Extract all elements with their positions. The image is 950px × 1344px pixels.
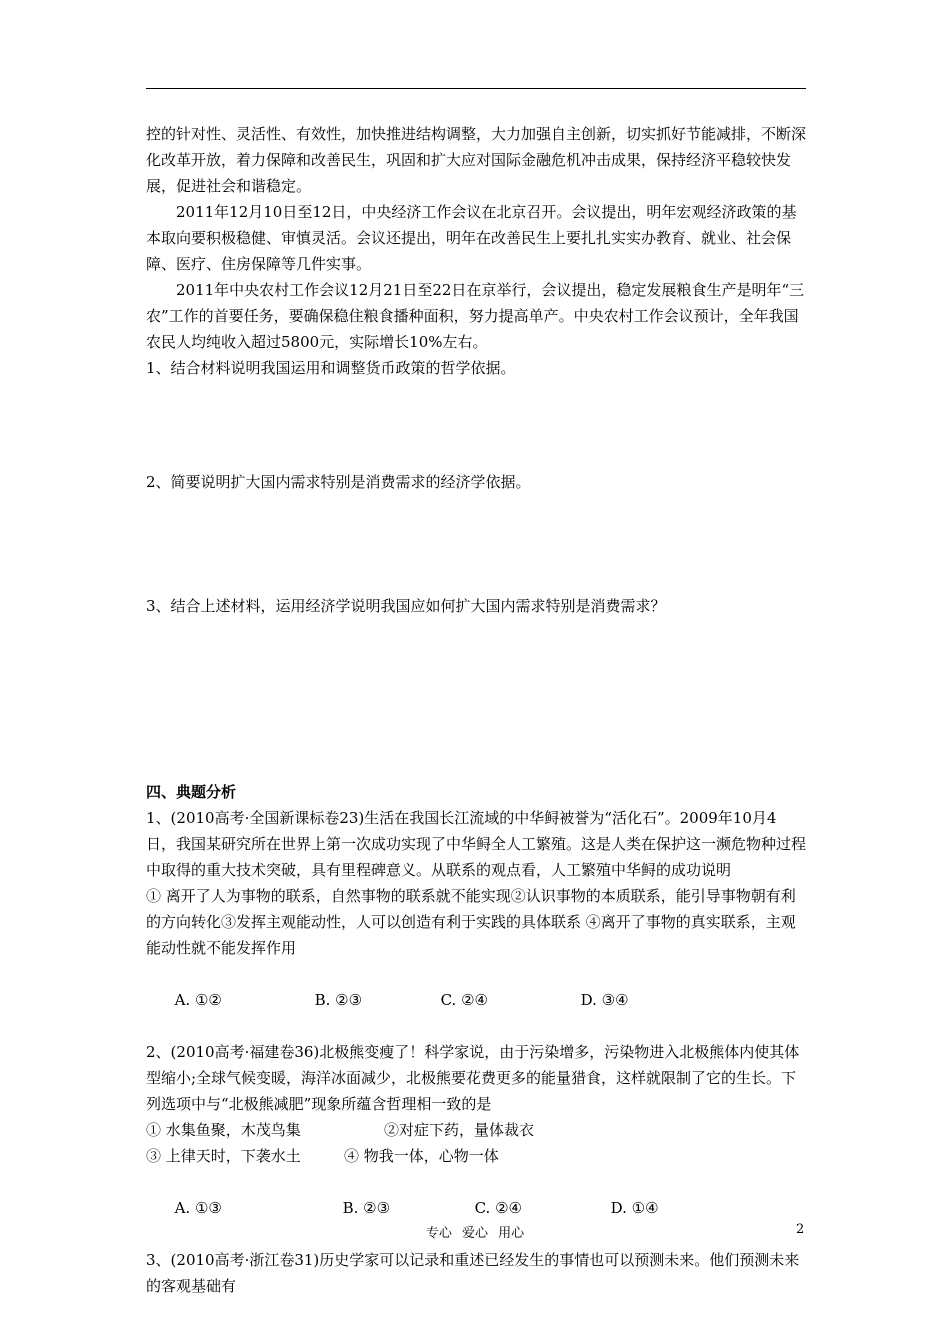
item-2-statements-row-2	[146, 1143, 806, 1169]
footer-slogan: 专心 爱心 用心	[425, 1226, 525, 1241]
option-a: A. ①②	[174, 991, 222, 1009]
option-b: B. ②③	[342, 1199, 391, 1217]
question-2: 2、简要说明扩大国内需求特别是消费需求的经济学依据。	[146, 473, 531, 491]
paragraph-3: 2011年中央农村工作会议12月21日至22日在京举行，会议提出，稳定发展粮食生产是明年“三农”工作的首要任务，要确保稳住粮食播种面积，努力提高单产。中央农村工作会议预计，全年我国农民人均纯收入超过5800元，实际增长10%左右。	[146, 281, 805, 351]
item-3-stem: 3、(2010高考·浙江卷31)历史学家可以记录和重述已经发生的事情也可以预测未来。他们预测未来的客观基础有	[146, 1251, 800, 1295]
paragraph-2: 2011年12月10日至12日，中央经济工作会议在北京召开。会议提出，明年宏观经济政策的基本取向要积极稳健、审慎灵活。会议还提出，明年在改善民生上要扎扎实实办教育、就业、社会保障、医疗、住房保障等几件实事。	[146, 203, 797, 273]
option-c: C. ②④	[440, 991, 488, 1009]
statement-1: ① 水集鱼聚，木茂鸟集	[146, 1121, 301, 1139]
statement-3: ③ 上律天时，下袭水土	[146, 1147, 301, 1165]
option-a: A. ①③	[174, 1199, 222, 1217]
option-c: C. ②④	[474, 1199, 522, 1217]
item-1-options	[146, 961, 806, 1039]
item-2-statements-row-1	[146, 1117, 806, 1143]
answer-space-1	[146, 381, 806, 469]
statement-2: ②对症下药，量体裁衣	[384, 1121, 535, 1139]
section-title: 四、典题分析	[146, 783, 237, 801]
answer-space-2	[146, 495, 806, 593]
paragraph-1: 控的针对性、灵活性、有效性，加快推进结构调整，大力加强自主创新，切实抓好节能减排，不断深化改革开放，着力保障和改善民生，巩固和扩大应对国际金融危机冲击成果，保持经济平稳较快发展，促进社会和谐稳定。	[146, 125, 807, 195]
item-2-stem: 2、(2010高考·福建卷36)北极熊变瘦了！科学家说，由于污染增多，污染物进入北极熊体内使其体型缩小;全球气候变暖，海洋冰面减少，北极熊要花费更多的能量猎食，这样就限制了它的生长。下列选项中与“北极熊减肥”现象所蕴含哲理相一致的是	[146, 1043, 800, 1113]
answer-space-3	[146, 619, 806, 779]
question-3: 3、结合上述材料，运用经济学说明我国应如何扩大国内需求特别是消费需求？	[146, 597, 666, 615]
page-number: 2	[796, 1222, 805, 1237]
option-b: B. ②③	[314, 991, 363, 1009]
option-d: D. ③④	[580, 991, 629, 1009]
statement-4: ④ 物我一体，心物一体	[344, 1147, 499, 1165]
header-rule	[146, 88, 806, 89]
item-1-statements: ① 离开了人为事物的联系，自然事物的联系就不能实现②认识事物的本质联系，能引导事物朝有利的方向转化③发挥主观能动性，人可以创造有利于实践的具体联系 ④离开了事物的真实联系，主观能动性就不能发挥作用	[146, 887, 796, 957]
page-content	[146, 121, 806, 1299]
question-1: 1、结合材料说明我国运用和调整货币政策的哲学依据。	[146, 359, 516, 377]
option-d: D. ①④	[610, 1199, 659, 1217]
item-1-stem: 1、(2010高考·全国新课标卷23)生活在我国长江流域的中华鲟被誉为“活化石”。2009年10月4日，我国某研究所在世界上第一次成功实现了中华鲟全人工繁殖。这是人类在保护这一濒危物种过程中取得的重大技术突破，具有里程碑意义。从联系的观点看，人工繁殖中华鲟的成功说明	[146, 809, 807, 879]
